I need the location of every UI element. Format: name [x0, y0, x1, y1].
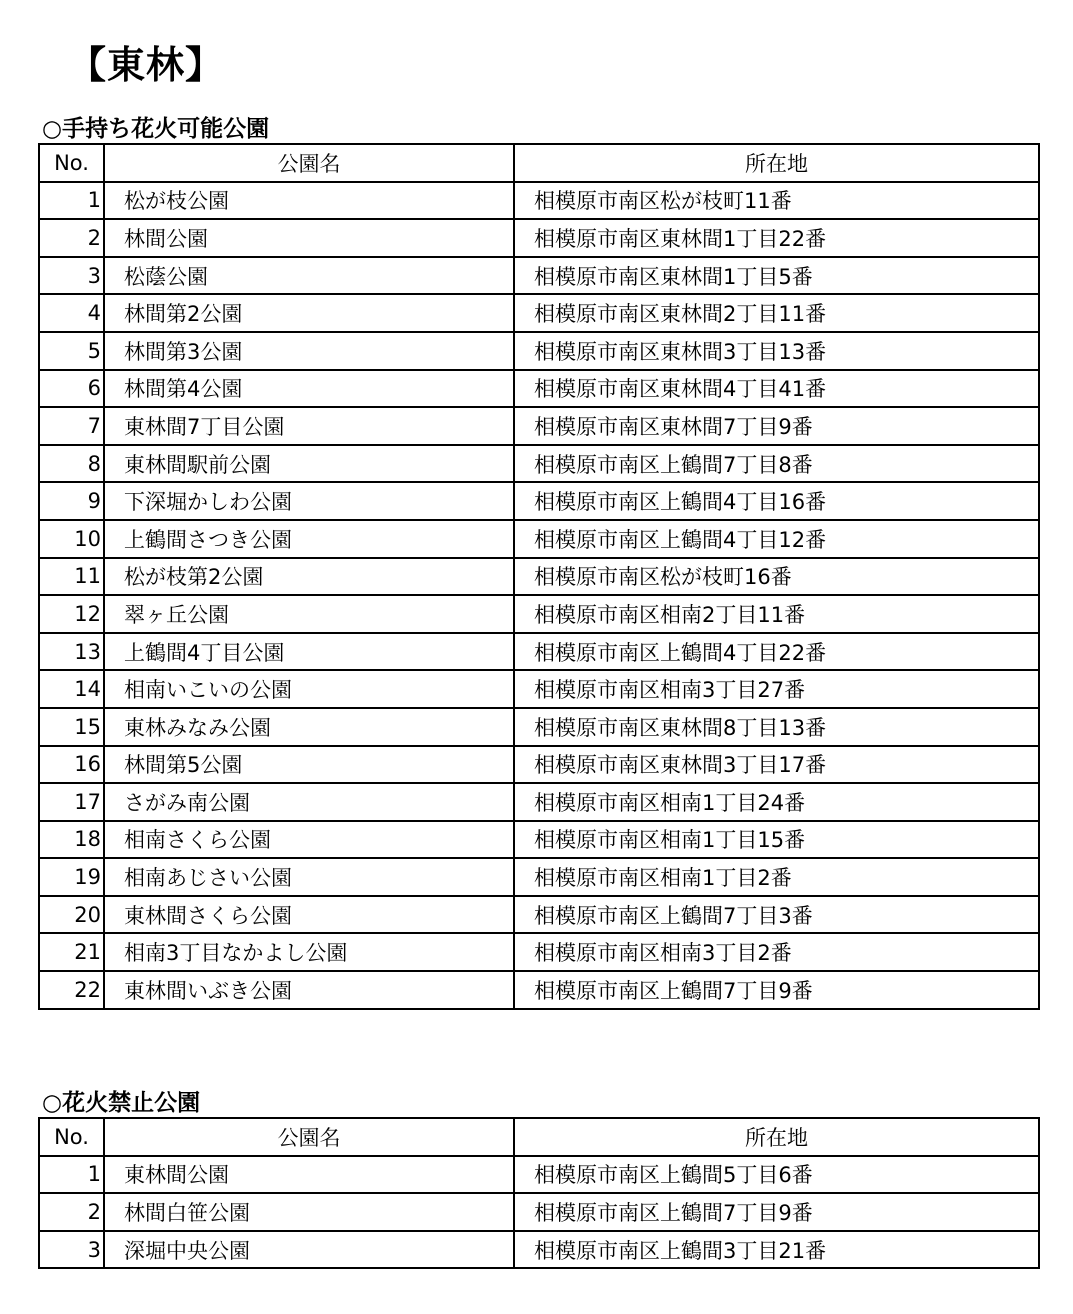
table-row [39, 1156, 1039, 1194]
prohibited-parks-table [38, 1117, 1040, 1269]
table-row [39, 933, 1039, 971]
park-name: 東林みなみ公園 [104, 708, 514, 746]
park-address: 相模原市南区東林間4丁目41番 [514, 370, 1039, 408]
park-name: 林間白笹公園 [104, 1193, 514, 1231]
park-address: 相模原市南区松が枝町16番 [514, 558, 1039, 596]
row-number: 19 [39, 858, 104, 896]
park-address: 相模原市南区上鶴間7丁目9番 [514, 971, 1039, 1009]
table-row [39, 971, 1039, 1009]
table-row [39, 482, 1039, 520]
park-name: 林間第2公園 [104, 294, 514, 332]
park-address: 相模原市南区松が枝町11番 [514, 182, 1039, 220]
park-address: 相模原市南区相南1丁目2番 [514, 858, 1039, 896]
table-row [39, 445, 1039, 483]
park-name: 東林間公園 [104, 1156, 514, 1194]
park-address: 相模原市南区相南1丁目24番 [514, 783, 1039, 821]
section-heading-prohibited: ○花火禁止公園 [42, 1090, 201, 1116]
table-row [39, 896, 1039, 934]
row-number: 1 [39, 1156, 104, 1194]
table-row [39, 294, 1039, 332]
table-row [39, 332, 1039, 370]
column-header-name: 公園名 [104, 144, 514, 182]
park-address: 相模原市南区相南3丁目2番 [514, 933, 1039, 971]
park-address: 相模原市南区相南2丁目11番 [514, 595, 1039, 633]
park-address: 相模原市南区上鶴間4丁目12番 [514, 520, 1039, 558]
row-number: 15 [39, 708, 104, 746]
column-header-no: No. [39, 1118, 104, 1156]
park-name: 林間公園 [104, 219, 514, 257]
park-address: 相模原市南区東林間1丁目22番 [514, 219, 1039, 257]
park-address: 相模原市南区上鶴間4丁目22番 [514, 633, 1039, 671]
park-address: 相模原市南区東林間1丁目5番 [514, 257, 1039, 295]
row-number: 16 [39, 746, 104, 784]
park-address: 相模原市南区相南1丁目15番 [514, 821, 1039, 859]
table-row [39, 858, 1039, 896]
park-name: 松が枝第2公園 [104, 558, 514, 596]
park-address: 相模原市南区上鶴間7丁目8番 [514, 445, 1039, 483]
table-row [39, 708, 1039, 746]
row-number: 22 [39, 971, 104, 1009]
park-address: 相模原市南区上鶴間5丁目6番 [514, 1156, 1039, 1194]
row-number: 13 [39, 633, 104, 671]
row-number: 3 [39, 1231, 104, 1269]
park-address: 相模原市南区東林間2丁目11番 [514, 294, 1039, 332]
park-name: 深堀中央公園 [104, 1231, 514, 1269]
park-address: 相模原市南区東林間3丁目13番 [514, 332, 1039, 370]
park-name: さがみ南公園 [104, 783, 514, 821]
row-number: 11 [39, 558, 104, 596]
park-address: 相模原市南区上鶴間4丁目16番 [514, 482, 1039, 520]
column-header-name: 公園名 [104, 1118, 514, 1156]
park-name: 東林間いぶき公園 [104, 971, 514, 1009]
table-row [39, 1193, 1039, 1231]
row-number: 2 [39, 219, 104, 257]
row-number: 2 [39, 1193, 104, 1231]
table-row [39, 370, 1039, 408]
row-number: 1 [39, 182, 104, 220]
page-title: 【東林】 [68, 43, 225, 87]
table-row [39, 182, 1039, 220]
row-number: 9 [39, 482, 104, 520]
park-address: 相模原市南区上鶴間7丁目9番 [514, 1193, 1039, 1231]
row-number: 12 [39, 595, 104, 633]
allowed-parks-table [38, 143, 1040, 1010]
column-header-no: No. [39, 144, 104, 182]
row-number: 10 [39, 520, 104, 558]
allowed-parks-body [39, 182, 1039, 1009]
table-row [39, 257, 1039, 295]
column-header-address: 所在地 [514, 144, 1039, 182]
table-row [39, 1231, 1039, 1269]
row-number: 3 [39, 257, 104, 295]
park-name: 下深堀かしわ公園 [104, 482, 514, 520]
park-address: 相模原市南区上鶴間7丁目3番 [514, 896, 1039, 934]
park-name: 松蔭公園 [104, 257, 514, 295]
park-name: 東林間7丁目公園 [104, 407, 514, 445]
row-number: 7 [39, 407, 104, 445]
park-address: 相模原市南区上鶴間3丁目21番 [514, 1231, 1039, 1269]
table-row [39, 783, 1039, 821]
park-address: 相模原市南区東林間3丁目17番 [514, 746, 1039, 784]
table-row [39, 558, 1039, 596]
section-heading-allowed: ○手持ち花火可能公園 [42, 116, 270, 142]
park-name: 林間第4公園 [104, 370, 514, 408]
park-name: 上鶴間4丁目公園 [104, 633, 514, 671]
park-name: 東林間駅前公園 [104, 445, 514, 483]
row-number: 8 [39, 445, 104, 483]
row-number: 14 [39, 670, 104, 708]
table-row [39, 746, 1039, 784]
park-name: 林間第5公園 [104, 746, 514, 784]
row-number: 5 [39, 332, 104, 370]
park-address: 相模原市南区東林間7丁目9番 [514, 407, 1039, 445]
park-address: 相模原市南区東林間8丁目13番 [514, 708, 1039, 746]
park-name: 翠ヶ丘公園 [104, 595, 514, 633]
column-header-address: 所在地 [514, 1118, 1039, 1156]
prohibited-parks-body [39, 1156, 1039, 1269]
table-row [39, 407, 1039, 445]
park-name: 相南いこいの公園 [104, 670, 514, 708]
park-name: 相南あじさい公園 [104, 858, 514, 896]
table-header-row [39, 144, 1039, 182]
park-name: 林間第3公園 [104, 332, 514, 370]
park-name: 相南3丁目なかよし公園 [104, 933, 514, 971]
row-number: 18 [39, 821, 104, 859]
park-address: 相模原市南区相南3丁目27番 [514, 670, 1039, 708]
row-number: 20 [39, 896, 104, 934]
park-name: 上鶴間さつき公園 [104, 520, 514, 558]
table-row [39, 595, 1039, 633]
table-row [39, 219, 1039, 257]
row-number: 21 [39, 933, 104, 971]
table-row [39, 633, 1039, 671]
park-name: 東林間さくら公園 [104, 896, 514, 934]
table-row [39, 520, 1039, 558]
row-number: 4 [39, 294, 104, 332]
row-number: 6 [39, 370, 104, 408]
park-name: 相南さくら公園 [104, 821, 514, 859]
row-number: 17 [39, 783, 104, 821]
table-row [39, 821, 1039, 859]
table-header-row [39, 1118, 1039, 1156]
table-row [39, 670, 1039, 708]
park-name: 松が枝公園 [104, 182, 514, 220]
